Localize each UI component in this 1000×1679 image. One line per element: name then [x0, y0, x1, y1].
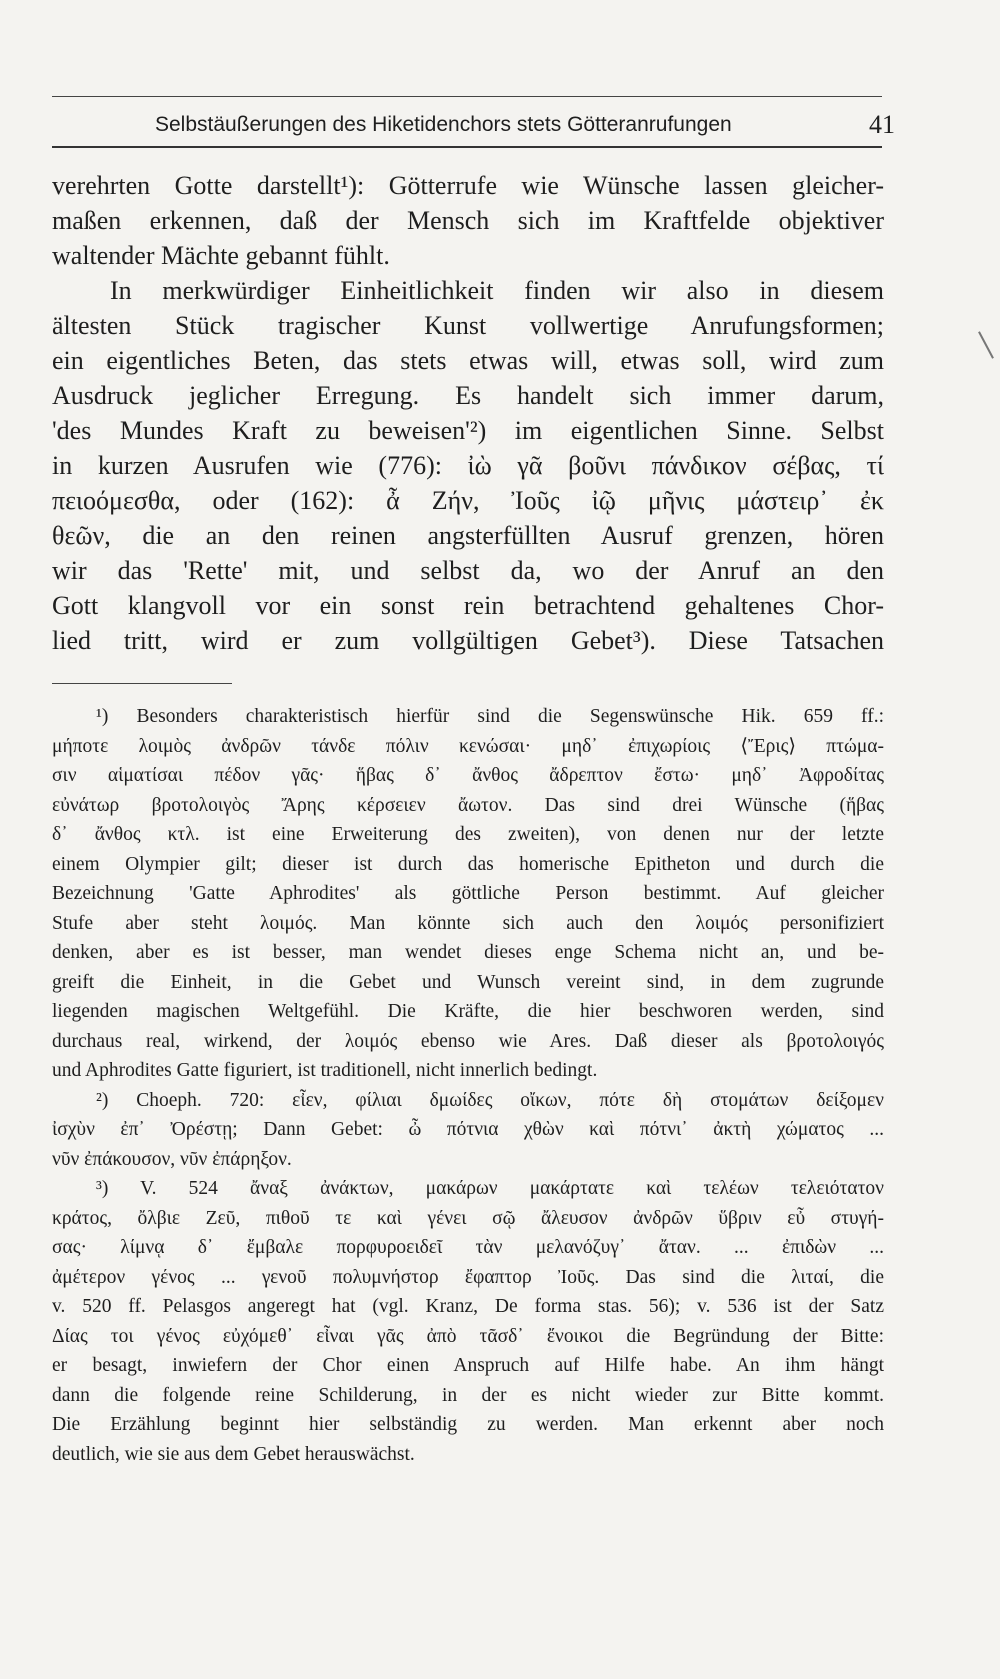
- body-line: ältesten Stück tragischer Kunst vollwertige Anrufungsformen;: [52, 311, 884, 340]
- body-line: wir das 'Rette' mit, und selbst da, wo der Anruf an den: [52, 556, 884, 585]
- header-bottom-rule: [52, 146, 882, 148]
- footnote-line: er besagt, inwiefern der Chor einen Anspruch auf Hilfe habe. An ihm hängt: [52, 1355, 884, 1376]
- body-line: 'des Mundes Kraft zu beweisen'²) im eigentlichen Sinne. Selbst: [52, 416, 884, 445]
- body-line: Ausdruck jeglicher Erregung. Es handelt sich immer darum,: [52, 381, 884, 410]
- header-top-rule: [52, 96, 882, 97]
- main-text: [52, 168, 884, 658]
- footnote-line: liegenden magischen Weltgefühl. Die Kräfte, die hier beschworen werden, sind: [52, 1001, 884, 1022]
- footnote-line: Die Erzählung beginnt hier selbständig zu werden. Man erkennt aber noch: [52, 1414, 884, 1435]
- footnote-line: deutlich, wie sie aus dem Gebet herauswächst.: [52, 1443, 415, 1465]
- footnote-line: μήποτε λοιμὸς ἀνδρῶν τάνδε πόλιν κενώσαι· μηδ᾽ ἐπιχωρίοις ⟨Ἔρις⟩ πτώμα-: [52, 735, 884, 757]
- footnote-line: greift die Einheit, in die Gebet und Wunsch vereint sind, in dem zugrunde: [52, 971, 884, 993]
- page-number: 41: [869, 110, 895, 139]
- footnote-line: ²) Choeph. 720: εἶεν, φίλιαι δμωίδες οἴκων, πότε δὴ στομάτων δείξομεν: [96, 1089, 884, 1111]
- footnote-line: Stufe aber steht λοιμός. Man könnte sich auch den λοιμός personifiziert: [52, 912, 884, 934]
- running-header: [155, 108, 895, 142]
- body-line: verehrten Gotte darstellt¹): Götterrufe wie Wünsche lassen gleicher-: [52, 171, 884, 200]
- footnote-line: denken, aber es ist besser, man wendet dieses enge Schema nicht an, und be-: [52, 942, 884, 963]
- footnote-line: νῦν ἐπάκουσον, νῦν ἐπάρηξον.: [52, 1148, 292, 1170]
- footnote-line: Δίας τοι γένος εὐχόμεθ᾽ εἶναι γᾶς ἀπὸ τᾶσδ᾽ ἔνοικοι die Begründung der Bitte:: [52, 1325, 884, 1347]
- margin-pencil-mark: [978, 331, 994, 358]
- body-line: θεῶν, die an den reinen angsterfüllten Ausruf grenzen, hören: [52, 521, 884, 550]
- running-title: Selbstäußerungen des Hiketidenchors stets Götteranrufungen: [155, 113, 732, 136]
- footnote-line: δ᾽ ἄνθος κτλ. ist eine Erweiterung des zweiten), von denen nur der letzte: [52, 824, 884, 845]
- footnote-line: Bezeichnung 'Gatte Aphrodites' als göttliche Person bestimmt. Auf gleicher: [52, 883, 884, 904]
- footnote-rule: [52, 683, 232, 684]
- footnote-line: ¹) Besonders charakteristisch hierfür sind die Segenswünsche Hik. 659 ff.:: [96, 706, 884, 727]
- footnote-line: und Aphrodites Gatte figuriert, ist traditionell, nicht innerlich bedingt.: [52, 1060, 598, 1081]
- footnote-line: dann die folgende reine Schilderung, in der es nicht wieder zur Bitte kommt.: [52, 1384, 884, 1406]
- body-line: lied tritt, wird er zum vollgültigen Gebet³). Diese Tatsachen: [52, 626, 884, 655]
- body-line: πειοόμεσθα, oder (162): ἆ Ζήν, Ἰοῦς ἰῷ μῆνις μάστειρ᾽ ἐκ: [52, 486, 884, 515]
- body-line: In merkwürdiger Einheitlichkeit finden wir also in diesem: [110, 276, 884, 305]
- footnote-line: ἰσχὺν ἐπ᾽ Ὀρέστῃ; Dann Gebet: ὦ πότνια χθὼν καὶ πότνι᾽ ἀκτὴ χώματος ...: [52, 1119, 884, 1140]
- footnotes: [52, 702, 884, 1469]
- footnote-line: εὐνάτωρ βροτολοιγὸς Ἄρης κέρσειεν ἄωτον. Das sind drei Wünsche (ἥβας: [52, 794, 884, 816]
- footnote-line: σιν αἱματίσαι πέδον γᾶς· ἥβας δ᾽ ἄνθος ἄδρεπτον ἔστω· μηδ᾽ Ἀφροδίτας: [52, 765, 884, 786]
- footnote-line: κράτος, ὄλβιε Ζεῦ, πιθοῦ τε καὶ γένει σῷ ἄλευσον ἀνδρῶν ὕβριν εὖ στυγή-: [52, 1207, 884, 1229]
- footnote-line: ³) V. 524 ἄναξ ἀνάκτων, μακάρων μακάρτατε καὶ τελέων τελειότατον: [96, 1178, 884, 1199]
- footnote-line: v. 520 ff. Pelasgos angeregt hat (vgl. Kranz, De forma stas. 56); v. 536 ist der Satz: [52, 1296, 884, 1317]
- body-line: in kurzen Ausrufen wie (776): ἰὼ γᾶ βοῦνι πάνδικον σέβας, τί: [52, 451, 884, 480]
- footnote-line: einem Olympier gilt; dieser ist durch das homerische Epitheton und durch die: [52, 853, 884, 875]
- body-line: waltender Mächte gebannt fühlt.: [52, 241, 390, 270]
- body-line: ein eigentliches Beten, das stets etwas will, etwas soll, wird zum: [52, 346, 884, 375]
- footnote-line: σας· λίμνᾳ δ᾽ ἔμβαλε πορφυροειδεῖ τὰν μελανόζυγ᾽ ἄταν. ... ἐπιδὼν ...: [52, 1237, 884, 1258]
- body-line: Gott klangvoll vor ein sonst rein betrachtend gehaltenes Chor-: [52, 591, 884, 620]
- footnote-line: durchaus real, wirkend, der λοιμός ebenso wie Ares. Daß dieser als βροτολοιγός: [52, 1030, 884, 1052]
- footnote-line: ἀμέτερον γένος ... γενοῦ πολυμνήστορ ἔφαπτορ Ἰοῦς. Das sind die λιταί, die: [52, 1266, 884, 1288]
- body-line: maßen erkennen, daß der Mensch sich im Kraftfelde objektiver: [52, 206, 884, 235]
